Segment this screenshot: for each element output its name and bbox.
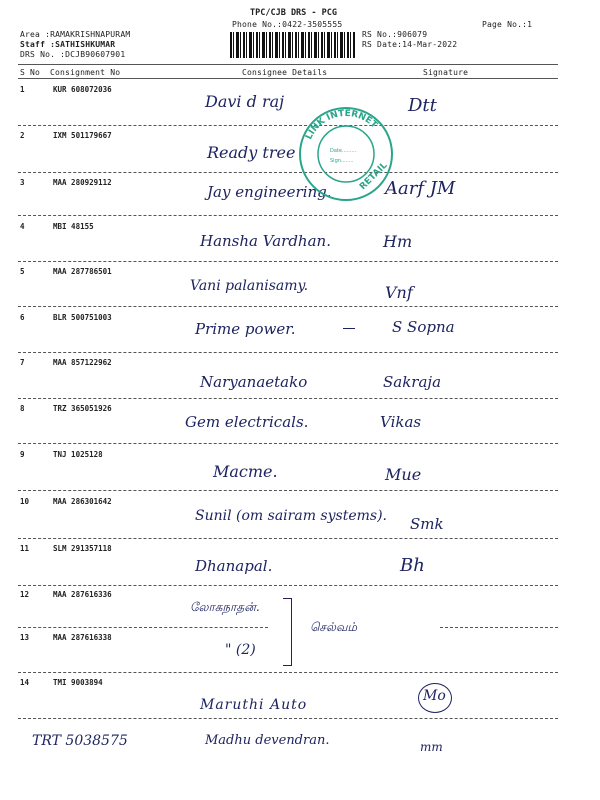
row-divider [18,627,268,628]
row-consignee: Davi d raj [205,92,285,111]
col-signature: Signature [423,68,469,77]
row-sno: 4 [20,222,25,231]
row-sno: 7 [20,358,25,367]
rs-date: RS Date:14-Mar-2022 [362,40,458,49]
row-consignee: Ready tree [207,143,296,162]
row-signature: Hm [383,232,413,251]
row-divider [18,215,558,216]
row-consignment: IXM 501179667 [53,131,112,140]
row-divider [18,443,558,444]
col-sno: S No [20,68,41,77]
row-consignment: SLM 291357118 [53,544,112,553]
row-consignment: MAA 280929112 [53,178,112,187]
row-signature: S Sopna [392,318,455,336]
row-divider [18,125,558,126]
row-consignment: BLR 500751003 [53,313,112,322]
svg-text:LINK INTERNET: LINK INTERNET [304,108,379,142]
rs-number: RS No.:906079 [362,30,428,39]
row-sno: 11 [20,544,30,553]
row-divider [18,306,558,307]
row-consignee: லோகநாதன். [190,600,260,614]
stamp-seal [296,104,396,204]
row-consignee: Prime power. [195,320,296,338]
row-divider [18,352,558,353]
row-signature: Smk [410,515,444,533]
row-sno: 8 [20,404,25,413]
bracket-mark [283,598,292,666]
row-signature: Vnf [385,283,413,302]
row-consignee: Vani palanisamy. [190,278,309,294]
row-consignee: Hansha Vardhan. [200,232,331,250]
svg-text:Date.........: Date......... [330,148,357,154]
row-consignment: MAA 286301642 [53,497,112,506]
drs-number: DRS No. :DCJB90607901 [20,50,126,59]
extra-consignee: Madhu devendran. [205,733,330,748]
page-number: Page No.:1 [482,20,533,29]
row-consignment: MBI 48155 [53,222,94,231]
row-sno: 10 [20,497,30,506]
row-consignee: " (2) [225,642,256,658]
row-sno: 1 [20,85,25,94]
row-consignee: Maruthi Auto [200,697,308,713]
header-rule-top [18,64,558,65]
row-sno: 5 [20,267,25,276]
row-signature: Mo [423,688,446,704]
row-signature: Dtt [408,95,437,116]
row-consignment: MAA 287786501 [53,267,112,276]
col-consignment: Consignment No [50,68,121,77]
row-consignee: Dhanapal. [195,557,273,575]
svg-text:RETAIL: RETAIL [358,160,390,193]
row-consignment: TNJ 1025128 [53,450,103,459]
extra-consignment: TRT 5038575 [32,733,128,749]
row-consignee: Gem electricals. [185,413,309,431]
row-signature: Sakraja [383,373,442,391]
row-sno: 3 [20,178,25,187]
row-sno: 6 [20,313,25,322]
row-divider [18,261,558,262]
staff-label: Staff :SATHISHKUMAR [20,40,116,49]
row-sno: 9 [20,450,25,459]
row-sno: 14 [20,678,30,687]
row-consignment: MAA 287616338 [53,633,112,642]
col-consignee-details: Consignee Details [242,68,328,77]
barcode-image [230,32,355,58]
row-consignee: Jay engineering. [207,183,332,201]
row-consignment: TMI 9003894 [53,678,103,687]
svg-text:Sign........: Sign........ [330,158,354,164]
row-consignment: KUR 608072036 [53,85,112,94]
row-signature: Mue [385,465,422,484]
row-divider [18,172,558,173]
row-consignee: Macme. [213,462,278,481]
row-divider [18,398,558,399]
dash-mark [343,328,355,329]
header-rule-bottom [18,78,558,79]
row-signature: செல்வம் [310,620,358,634]
extra-signature: mm [420,740,443,754]
row-divider [18,718,558,719]
phone-number: Phone No.:0422-3505555 [232,20,343,29]
document-title: TPC/CJB DRS - PCG [250,8,337,18]
row-divider [18,490,558,491]
row-signature: Bh [400,555,425,576]
row-signature: Vikas [380,413,422,431]
row-sno: 12 [20,590,30,599]
row-signature: Aarf JM [385,178,456,199]
row-divider [18,538,558,539]
row-consignment: MAA 287616336 [53,590,112,599]
row-sno: 2 [20,131,25,140]
row-sno: 13 [20,633,30,642]
row-consignment: MAA 857122962 [53,358,112,367]
row-consignee: Naryanaetako [200,373,308,391]
row-divider [440,627,558,628]
row-divider [18,585,558,586]
area-label: Area :RAMAKRISHNAPURAM [20,30,131,39]
row-divider [18,672,558,673]
row-consignment: TRZ 365051926 [53,404,112,413]
row-consignee: Sunil (om sairam systems). [195,508,387,524]
